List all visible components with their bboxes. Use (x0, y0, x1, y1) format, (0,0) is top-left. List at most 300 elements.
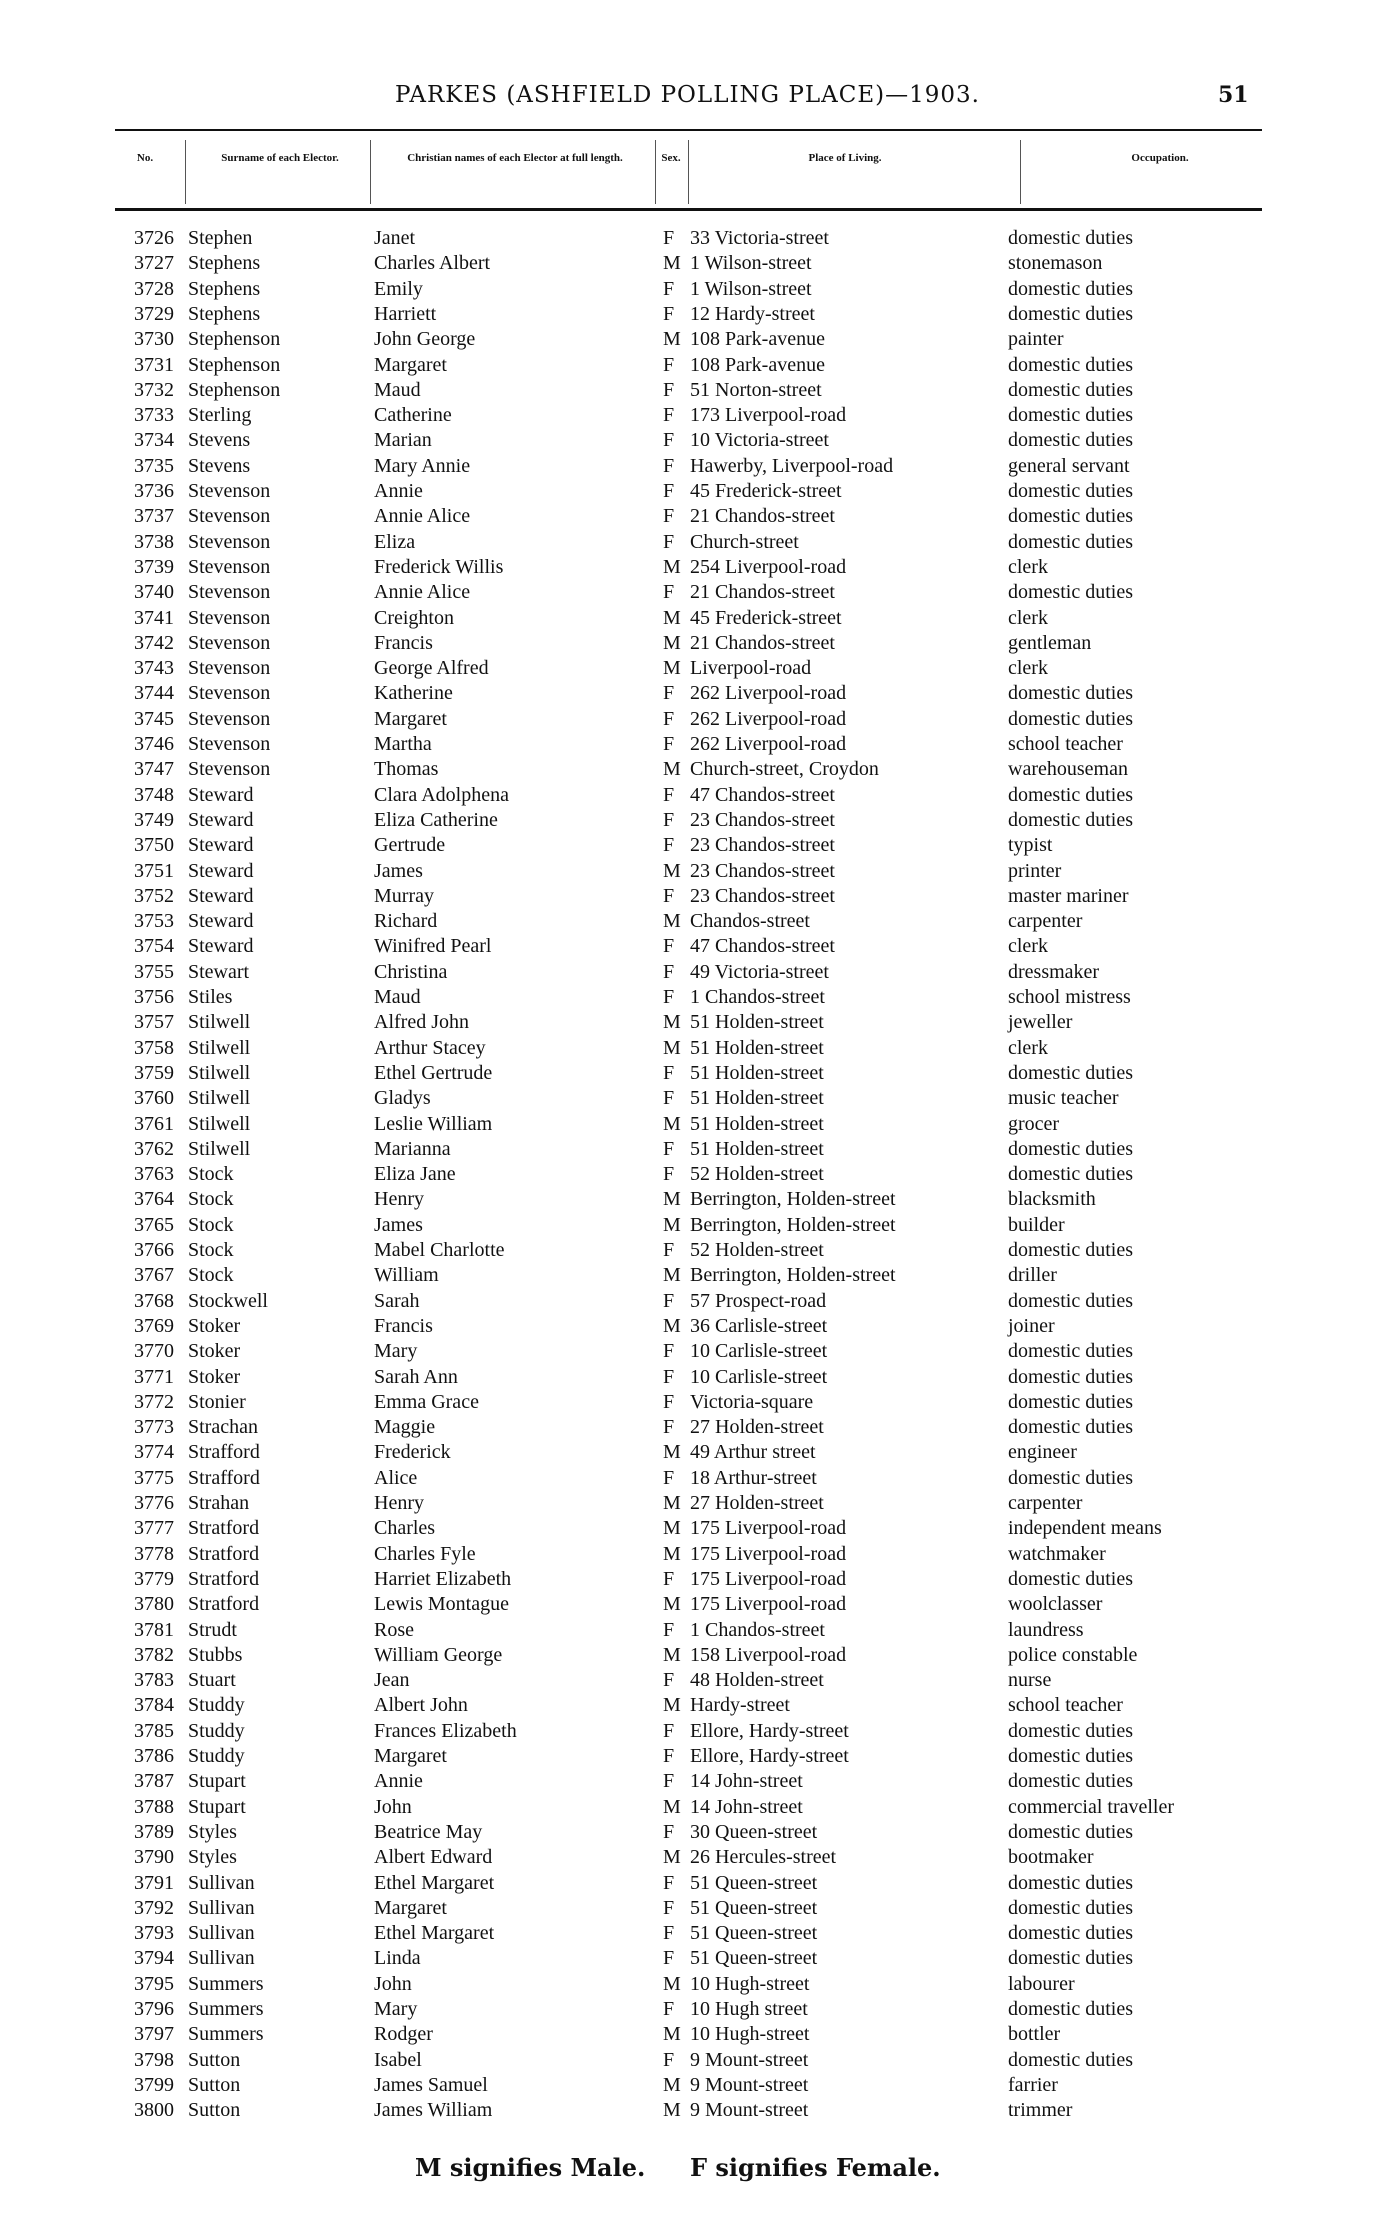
elector-place-of-living: Berrington, Holden-street (690, 1188, 896, 1211)
elector-surname: Stevenson (188, 555, 271, 578)
elector-occupation: clerk (1008, 935, 1048, 958)
elector-sex: F (663, 1390, 675, 1413)
elector-surname: Strudt (188, 1618, 237, 1641)
elector-number: 3733 (134, 404, 174, 427)
elector-sex: F (663, 1719, 675, 1742)
elector-occupation: domestic duties (1008, 682, 1133, 705)
elector-place-of-living: 18 Arthur-street (690, 1466, 817, 1489)
elector-occupation: domestic duties (1008, 1239, 1133, 1261)
table-row (0, 681, 1382, 706)
table-row (0, 1112, 1382, 1137)
elector-surname: Stephens (188, 277, 261, 300)
elector-occupation: labourer (1008, 1972, 1075, 1995)
elector-number: 3781 (134, 1618, 174, 1641)
elector-place-of-living: Chandos-street (690, 910, 810, 933)
elector-surname: Stratford (188, 1593, 260, 1616)
elector-surname: Stock (188, 1163, 234, 1186)
elector-number: 3763 (134, 1163, 174, 1186)
elector-place-of-living: 10 Hugh street (690, 1998, 808, 2020)
elector-surname: Steward (188, 935, 254, 958)
elector-occupation: domestic duties (1008, 1466, 1133, 1489)
elector-surname: Stuart (188, 1669, 236, 1692)
elector-surname: Sullivan (188, 1922, 255, 1945)
column-header-occupation: Occupation. (1131, 152, 1189, 164)
elector-place-of-living: Church-street (690, 530, 799, 553)
elector-christian-names: Charles Albert (374, 252, 491, 275)
table-row (0, 1997, 1382, 2022)
elector-sex: F (663, 1998, 675, 2020)
elector-sex: F (663, 808, 675, 831)
table-row (0, 757, 1382, 782)
elector-place-of-living: 51 Queen-street (690, 1896, 818, 1919)
footer-male-note: M signifies Male. (415, 2153, 646, 2182)
column-header-place-of-living: Place of Living. (808, 152, 882, 164)
elector-place-of-living: 52 Holden-street (690, 1239, 824, 1261)
elector-christian-names: Arthur Stacey (374, 1036, 486, 1059)
elector-surname: Stock (188, 1188, 234, 1211)
elector-place-of-living: 45 Frederick-street (690, 606, 842, 629)
elector-sex: F (663, 530, 675, 553)
column-divider (1020, 140, 1021, 204)
elector-place-of-living: Victoria-square (690, 1390, 814, 1413)
elector-number: 3753 (134, 910, 174, 933)
elector-occupation: jeweller (1008, 1011, 1073, 1034)
elector-surname: Stephenson (188, 328, 281, 351)
elector-number: 3795 (134, 1972, 174, 1995)
elector-sex: M (663, 631, 681, 654)
elector-surname: Strachan (188, 1416, 258, 1439)
elector-christian-names: James (374, 859, 423, 882)
table-row (0, 1592, 1382, 1617)
table-header-rule (115, 208, 1262, 211)
elector-sex: F (663, 1163, 675, 1186)
elector-place-of-living: 10 Carlisle-street (690, 1365, 828, 1388)
elector-surname: Stonier (188, 1390, 246, 1413)
elector-occupation: music teacher (1008, 1087, 1119, 1110)
elector-place-of-living: 51 Holden-street (690, 1011, 824, 1034)
elector-surname: Styles (188, 1820, 237, 1843)
elector-sex: F (663, 1770, 675, 1793)
elector-surname: Studdy (188, 1719, 245, 1742)
table-row (0, 1137, 1382, 1162)
elector-surname: Sullivan (188, 1871, 255, 1894)
table-row (0, 378, 1382, 403)
elector-occupation: school mistress (1008, 986, 1131, 1008)
elector-surname: Stevenson (188, 657, 271, 680)
elector-christian-names: Rodger (374, 2023, 433, 2046)
elector-surname: Summers (188, 1972, 264, 1995)
elector-place-of-living: 108 Park-avenue (690, 353, 825, 376)
elector-number: 3739 (134, 555, 174, 578)
elector-number: 3773 (134, 1416, 174, 1439)
elector-sex: M (663, 1036, 681, 1059)
column-header-no: No. (136, 152, 154, 164)
elector-surname: Stevenson (188, 733, 271, 755)
elector-place-of-living: 14 John-street (690, 1795, 803, 1818)
elector-christian-names: Ethel Margaret (374, 1922, 495, 1945)
elector-christian-names: Albert John (374, 1694, 468, 1717)
elector-surname: Stubbs (188, 1643, 243, 1666)
elector-surname: Stephen (188, 227, 253, 249)
column-divider (370, 140, 371, 204)
table-row (0, 2098, 1382, 2123)
table-row (0, 1643, 1382, 1668)
elector-sex: F (663, 682, 675, 705)
table-row (0, 859, 1382, 884)
elector-number: 3794 (134, 1947, 174, 1970)
elector-surname: Steward (188, 808, 254, 831)
table-row (0, 1946, 1382, 1971)
elector-number: 3758 (134, 1036, 174, 1059)
table-row (0, 1719, 1382, 1744)
elector-number: 3776 (134, 1492, 174, 1514)
elector-number: 3793 (134, 1922, 174, 1945)
elector-christian-names: Eliza Catherine (374, 808, 498, 831)
elector-occupation: blacksmith (1008, 1188, 1096, 1211)
elector-occupation: joiner (1008, 1314, 1055, 1337)
elector-place-of-living: 12 Hardy-street (690, 302, 815, 325)
elector-number: 3736 (134, 480, 174, 502)
elector-christian-names: Lewis Montague (374, 1593, 509, 1616)
elector-place-of-living: 175 Liverpool-road (690, 1517, 847, 1540)
elector-surname: Stilwell (188, 1011, 251, 1034)
table-row (0, 783, 1382, 808)
table-row (0, 1972, 1382, 1997)
elector-sex: F (663, 783, 675, 806)
elector-number: 3786 (134, 1745, 174, 1767)
elector-sex: F (663, 1061, 675, 1084)
table-row (0, 2073, 1382, 2098)
elector-sex: F (663, 884, 675, 907)
elector-christian-names: James William (374, 2099, 493, 2122)
elector-sex: M (663, 1492, 681, 1514)
elector-occupation: domestic duties (1008, 530, 1133, 553)
elector-sex: M (663, 1542, 681, 1565)
elector-number: 3735 (134, 454, 174, 477)
elector-place-of-living: 51 Holden-street (690, 1087, 824, 1110)
elector-occupation: domestic duties (1008, 505, 1133, 528)
elector-number: 3756 (134, 986, 174, 1008)
table-row (0, 707, 1382, 732)
elector-number: 3791 (134, 1871, 174, 1894)
elector-place-of-living: 262 Liverpool-road (690, 682, 847, 705)
table-row (0, 732, 1382, 757)
elector-christian-names: Annie Alice (374, 505, 471, 528)
elector-number: 3775 (134, 1466, 174, 1489)
elector-place-of-living: Ellore, Hardy-street (690, 1719, 849, 1742)
elector-occupation: watchmaker (1008, 1542, 1106, 1565)
elector-number: 3757 (134, 1011, 174, 1034)
table-row (0, 504, 1382, 529)
elector-christian-names: William George (374, 1643, 503, 1666)
elector-surname: Strafford (188, 1441, 260, 1464)
elector-occupation: woolclasser (1008, 1593, 1103, 1616)
elector-christian-names: Christina (374, 960, 448, 983)
elector-surname: Strahan (188, 1492, 250, 1514)
elector-sex: F (663, 1365, 675, 1388)
elector-occupation: domestic duties (1008, 808, 1133, 831)
elector-occupation: domestic duties (1008, 404, 1133, 427)
elector-sex: F (663, 733, 675, 755)
elector-place-of-living: 1 Wilson-street (690, 252, 812, 275)
footer-female-note: F signifies Female. (690, 2153, 941, 2182)
elector-christian-names: Sarah Ann (374, 1365, 458, 1388)
page-number: 51 (1218, 82, 1249, 108)
elector-surname: Stevenson (188, 480, 271, 502)
table-row (0, 1010, 1382, 1035)
elector-occupation: carpenter (1008, 1492, 1083, 1514)
elector-occupation: domestic duties (1008, 707, 1133, 730)
elector-occupation: gentleman (1008, 631, 1092, 654)
table-row (0, 1061, 1382, 1086)
elector-place-of-living: 23 Chandos-street (690, 859, 835, 882)
elector-sex: M (663, 1264, 681, 1287)
table-row (0, 302, 1382, 327)
elector-occupation: dressmaker (1008, 960, 1100, 983)
table-row (0, 909, 1382, 934)
elector-christian-names: Mary Annie (374, 454, 471, 477)
elector-christian-names: Mary (374, 1340, 418, 1363)
elector-sex: F (663, 1340, 675, 1363)
elector-christian-names: George Alfred (374, 657, 489, 680)
elector-sex: F (663, 707, 675, 730)
table-row (0, 1162, 1382, 1187)
elector-number: 3744 (134, 682, 174, 705)
table-row (0, 353, 1382, 378)
elector-surname: Stevenson (188, 581, 271, 604)
elector-occupation: nurse (1008, 1669, 1052, 1692)
elector-occupation: domestic duties (1008, 429, 1133, 452)
elector-sex: M (663, 1213, 681, 1236)
elector-christian-names: Thomas (374, 758, 439, 781)
table-row (0, 555, 1382, 580)
elector-number: 3783 (134, 1669, 174, 1692)
elector-number: 3748 (134, 783, 174, 806)
elector-christian-names: Winifred Pearl (374, 935, 492, 958)
elector-christian-names: Mabel Charlotte (374, 1239, 505, 1261)
elector-sex: F (663, 960, 675, 983)
table-row (0, 808, 1382, 833)
elector-occupation: independent means (1008, 1517, 1162, 1540)
elector-surname: Stupart (188, 1770, 246, 1793)
table-row (0, 1339, 1382, 1364)
elector-number: 3743 (134, 657, 174, 680)
elector-place-of-living: 47 Chandos-street (690, 935, 835, 958)
elector-place-of-living: 51 Queen-street (690, 1922, 818, 1945)
table-row (0, 1921, 1382, 1946)
elector-christian-names: Clara Adolphena (374, 783, 509, 806)
elector-sex: M (663, 1643, 681, 1666)
elector-place-of-living: 9 Mount-street (690, 2048, 809, 2071)
elector-number: 3742 (134, 631, 174, 654)
elector-number: 3740 (134, 581, 174, 604)
elector-sex: M (663, 555, 681, 578)
elector-occupation: domestic duties (1008, 302, 1133, 325)
elector-number: 3800 (134, 2099, 174, 2122)
elector-surname: Sutton (188, 2073, 241, 2096)
elector-surname: Stilwell (188, 1112, 251, 1135)
elector-sex: M (663, 859, 681, 882)
elector-place-of-living: 175 Liverpool-road (690, 1542, 847, 1565)
elector-place-of-living: 33 Victoria-street (690, 227, 829, 249)
table-row (0, 530, 1382, 555)
elector-place-of-living: 30 Queen-street (690, 1820, 818, 1843)
elector-occupation: commercial traveller (1008, 1795, 1175, 1818)
elector-christian-names: Jean (374, 1669, 410, 1692)
elector-place-of-living: 26 Hercules-street (690, 1846, 837, 1869)
elector-place-of-living: 52 Holden-street (690, 1163, 824, 1186)
elector-place-of-living: 45 Frederick-street (690, 480, 842, 502)
elector-surname: Summers (188, 1998, 264, 2020)
elector-sex: F (663, 1745, 675, 1767)
elector-occupation: farrier (1008, 2073, 1058, 2096)
elector-occupation: domestic duties (1008, 1390, 1133, 1413)
elector-occupation: domestic duties (1008, 1567, 1133, 1590)
elector-place-of-living: 1 Chandos-street (690, 986, 825, 1008)
elector-number: 3798 (134, 2048, 174, 2071)
elector-surname: Stock (188, 1239, 234, 1261)
elector-number: 3752 (134, 884, 174, 907)
elector-christian-names: Annie (374, 480, 423, 502)
elector-christian-names: Frances Elizabeth (374, 1719, 517, 1742)
table-row (0, 1744, 1382, 1769)
elector-sex: M (663, 1188, 681, 1211)
elector-place-of-living: 51 Queen-street (690, 1871, 818, 1894)
elector-place-of-living: Hardy-street (690, 1694, 790, 1717)
table-row (0, 1769, 1382, 1794)
table-row (0, 606, 1382, 631)
elector-number: 3771 (134, 1365, 174, 1388)
elector-sex: M (663, 758, 681, 781)
elector-place-of-living: 48 Holden-street (690, 1669, 824, 1692)
elector-sex: M (663, 1846, 681, 1869)
elector-number: 3790 (134, 1846, 174, 1869)
elector-number: 3774 (134, 1441, 174, 1464)
elector-christian-names: Marianna (374, 1137, 451, 1160)
table-row (0, 1491, 1382, 1516)
elector-surname: Stupart (188, 1795, 246, 1818)
elector-place-of-living: 21 Chandos-street (690, 505, 835, 528)
elector-surname: Summers (188, 2023, 264, 2046)
elector-number: 3765 (134, 1213, 174, 1236)
elector-place-of-living: 27 Holden-street (690, 1492, 824, 1514)
elector-sex: M (663, 1011, 681, 1034)
elector-sex: F (663, 1239, 675, 1261)
elector-number: 3759 (134, 1061, 174, 1084)
elector-place-of-living: 262 Liverpool-road (690, 733, 847, 755)
table-row (0, 403, 1382, 428)
elector-surname: Steward (188, 859, 254, 882)
elector-number: 3796 (134, 1998, 174, 2020)
elector-sex: F (663, 834, 675, 857)
elector-surname: Stock (188, 1264, 234, 1287)
elector-occupation: driller (1008, 1264, 1057, 1287)
elector-place-of-living: 57 Prospect-road (690, 1289, 827, 1312)
elector-place-of-living: 10 Carlisle-street (690, 1340, 828, 1363)
elector-sex: M (663, 328, 681, 351)
elector-place-of-living: 51 Holden-street (690, 1061, 824, 1084)
elector-sex: F (663, 454, 675, 477)
elector-place-of-living: 49 Arthur street (690, 1441, 816, 1464)
column-divider (655, 140, 656, 204)
elector-surname: Stratford (188, 1542, 260, 1565)
elector-christian-names: Francis (374, 631, 433, 654)
elector-number: 3761 (134, 1112, 174, 1135)
table-row (0, 1213, 1382, 1238)
elector-place-of-living: Church-street, Croydon (690, 758, 879, 781)
elector-surname: Studdy (188, 1694, 245, 1717)
table-row (0, 1820, 1382, 1845)
elector-christian-names: Leslie William (374, 1112, 493, 1135)
column-divider (688, 140, 689, 204)
elector-place-of-living: 108 Park-avenue (690, 328, 825, 351)
elector-number: 3738 (134, 530, 174, 553)
elector-occupation: clerk (1008, 657, 1048, 680)
table-row (0, 960, 1382, 985)
elector-sex: F (663, 581, 675, 604)
elector-christian-names: Maggie (374, 1416, 436, 1439)
elector-sex: F (663, 277, 675, 300)
elector-surname: Stilwell (188, 1036, 251, 1059)
elector-number: 3747 (134, 758, 174, 781)
elector-sex: M (663, 1314, 681, 1337)
elector-number: 3731 (134, 353, 174, 376)
table-row (0, 226, 1382, 251)
elector-place-of-living: 51 Holden-street (690, 1112, 824, 1135)
elector-number: 3799 (134, 2073, 174, 2096)
elector-number: 3777 (134, 1517, 174, 1540)
elector-number: 3728 (134, 277, 174, 300)
elector-place-of-living: 262 Liverpool-road (690, 707, 847, 730)
elector-place-of-living: Liverpool-road (690, 657, 812, 680)
elector-surname: Stephenson (188, 353, 281, 376)
elector-place-of-living: 10 Hugh-street (690, 2023, 810, 2046)
table-row (0, 1390, 1382, 1415)
table-row (0, 327, 1382, 352)
elector-sex: M (663, 2073, 681, 2096)
table-row (0, 1036, 1382, 1061)
elector-place-of-living: 47 Chandos-street (690, 783, 835, 806)
elector-surname: Stoker (188, 1365, 241, 1388)
table-row (0, 1086, 1382, 1111)
elector-number: 3792 (134, 1896, 174, 1919)
elector-occupation: domestic duties (1008, 378, 1133, 401)
table-row (0, 2022, 1382, 2047)
elector-number: 3730 (134, 328, 174, 351)
column-divider (185, 140, 186, 204)
elector-sex: F (663, 1820, 675, 1843)
elector-sex: F (663, 935, 675, 958)
elector-surname: Stephenson (188, 378, 281, 401)
elector-christian-names: Alice (374, 1466, 418, 1489)
elector-surname: Sullivan (188, 1896, 255, 1919)
table-row (0, 656, 1382, 681)
table-row (0, 1466, 1382, 1491)
elector-occupation: school teacher (1008, 1694, 1123, 1717)
elector-number: 3788 (134, 1795, 174, 1818)
elector-occupation: domestic duties (1008, 1998, 1133, 2020)
elector-occupation: clerk (1008, 606, 1048, 629)
elector-occupation: domestic duties (1008, 2048, 1133, 2071)
elector-sex: F (663, 1137, 675, 1160)
elector-place-of-living: 1 Wilson-street (690, 277, 812, 300)
elector-christian-names: Creighton (374, 606, 454, 629)
elector-place-of-living: 21 Chandos-street (690, 631, 835, 654)
elector-place-of-living: 51 Holden-street (690, 1036, 824, 1059)
elector-surname: Steward (188, 834, 254, 857)
elector-place-of-living: 9 Mount-street (690, 2073, 809, 2096)
elector-surname: Stockwell (188, 1289, 268, 1312)
